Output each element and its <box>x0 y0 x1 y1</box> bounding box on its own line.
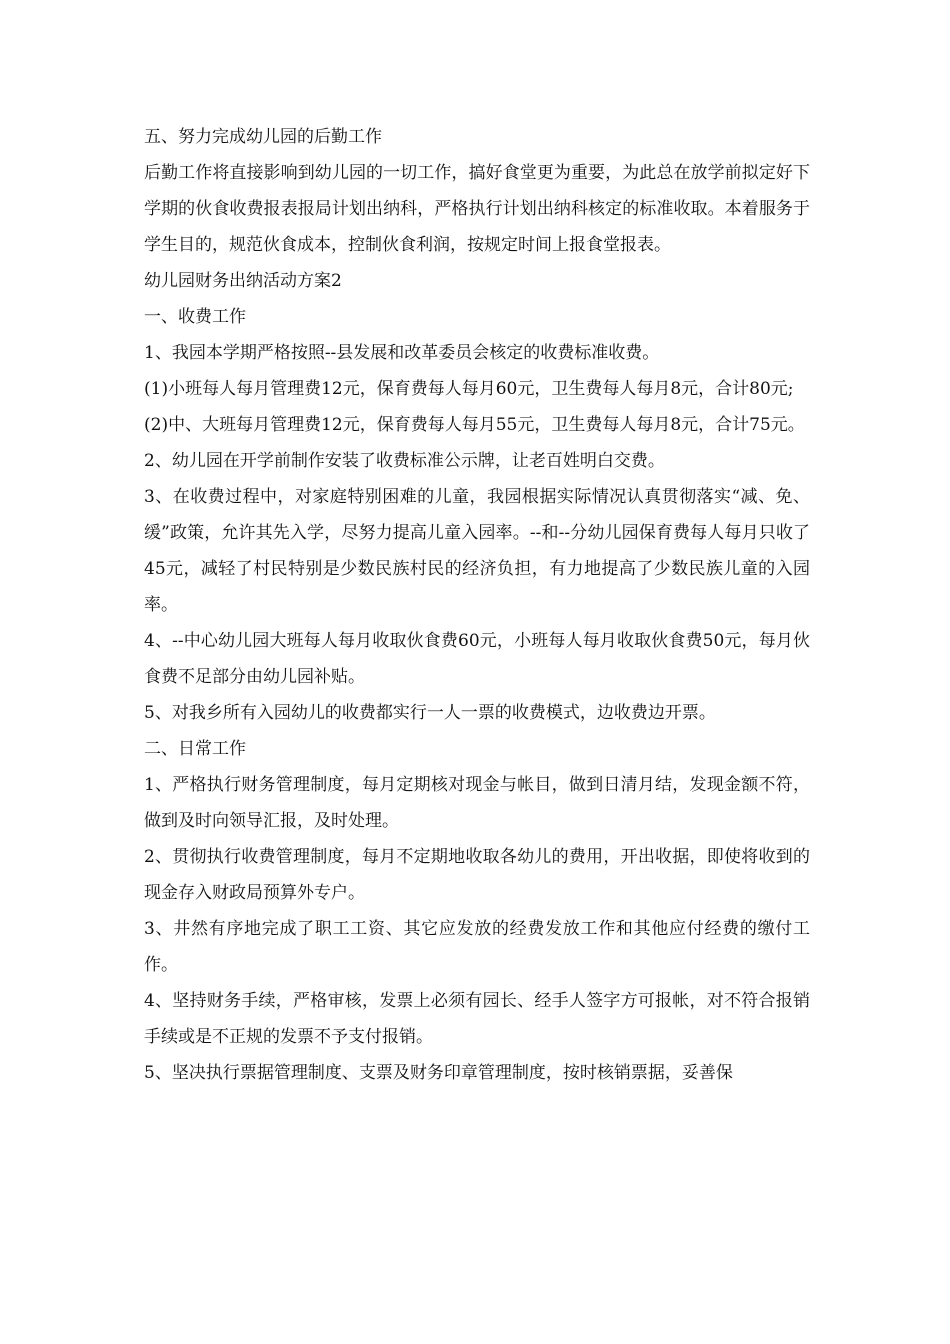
daily-item-1: 1、严格执行财务管理制度，每月定期核对现金与帐目，做到日清月结，发现金额不符，做到及时向领导汇报，及时处理。 <box>144 775 810 831</box>
fees-item-5: 5、对我乡所有入园幼儿的收费都实行一人一票的收费模式，边收费边开票。 <box>144 703 716 723</box>
daily-item-2: 2、贯彻执行收费管理制度，每月不定期地收取各幼儿的费用，开出收据，即使将收到的现金存入财政局预算外专户。 <box>144 847 810 903</box>
fees-item-2: 2、幼儿园在开学前制作安装了收费标准公示牌，让老百姓明白交费。 <box>144 451 665 471</box>
fees-item-3: 3、在收费过程中，对家庭特别困难的儿童，我园根据实际情况认真贯彻落实“减、免、缓”政策，允许其先入学，尽努力提高儿童入园率。--和--分幼儿园保育费每人每月只收了45元，减轻了村民特别是少数民族村民的经济负担，有力地提高了少数民族儿童的入园率。 <box>144 487 810 615</box>
fees-item-1-middle-large-class: (2)中、大班每月管理费12元，保育费每人每月55元，卫生费每人每月8元，合计75元。 <box>144 415 805 435</box>
daily-item-3: 3、井然有序地完成了职工工资、其它应发放的经费发放工作和其他应付经费的缴付工作。 <box>144 919 810 975</box>
document-body <box>144 119 810 1091</box>
section-heading-daily-work: 二、日常工作 <box>144 739 246 759</box>
section-heading-logistics: 五、努力完成幼儿园的后勤工作 <box>144 127 382 147</box>
fees-item-4: 4、--中心幼儿园大班每人每月收取伙食费60元，小班每人每月收取伙食费50元，每月伙食费不足部分由幼儿园补贴。 <box>144 631 810 687</box>
paragraph-logistics: 后勤工作将直接影响到幼儿园的一切工作，搞好食堂更为重要，为此总在放学前拟定好下学期的伙食收费报表报局计划出纳科，严格执行计划出纳科核定的标准收取。本着服务于学生目的，规范伙食成本，控制伙食利润，按规定时间上报食堂报表。 <box>144 163 810 255</box>
section-heading-fees: 一、收费工作 <box>144 307 246 327</box>
fees-item-1-small-class: (1)小班每人每月管理费12元，保育费每人每月60元，卫生费每人每月8元，合计80元; <box>144 379 794 399</box>
fees-item-1: 1、我园本学期严格按照--县发展和改革委员会核定的收费标准收费。 <box>144 343 660 363</box>
daily-item-4: 4、坚持财务手续，严格审核，发票上必须有园长、经手人签字方可报帐，对不符合报销手续或是不正规的发票不予支付报销。 <box>144 991 810 1047</box>
document-subtitle: 幼儿园财务出纳活动方案2 <box>144 271 342 291</box>
daily-item-5: 5、坚决执行票据管理制度、支票及财务印章管理制度，按时核销票据，妥善保 <box>144 1063 733 1083</box>
